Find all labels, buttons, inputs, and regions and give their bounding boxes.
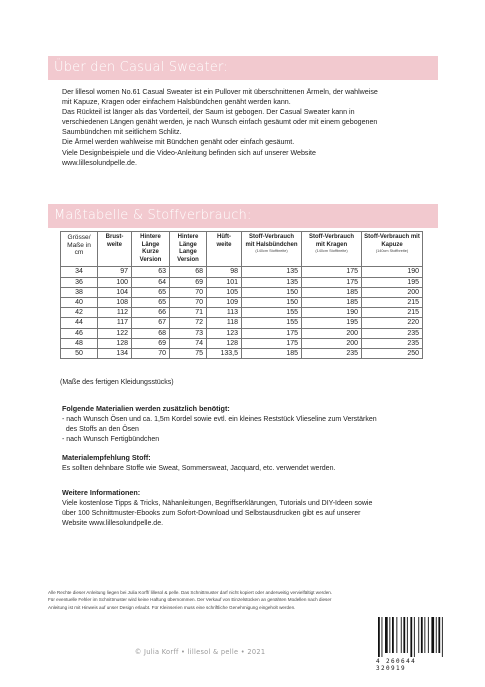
info-line: Viele kostenlose Tipps & Tricks, Nähanleitungen, Begriffserklärungen, Tutorials und DIY-Ideen sowie [62,500,373,507]
size-table-cell: 190 [302,308,362,318]
size-table-cell: 133,5 [207,348,242,358]
fabric-line: Es sollten dehnbare Stoffe wie Sweat, Sommersweat, Jacquard, etc. verwendet werden. [62,465,336,472]
barcode-bar [382,617,383,657]
size-table [60,231,423,359]
barcode-bar [421,617,423,653]
size-table-cell: 48 [61,338,98,348]
size-table-cell: 122 [98,328,132,338]
size-table-cell: 185 [242,348,302,358]
size-table-cell: 70 [170,287,207,297]
fabric-text [62,464,432,474]
size-table-cell: 175 [242,328,302,338]
header-size: Grösse/ Maße in cm [61,232,98,267]
barcode-bar [378,617,380,657]
size-table-cell: 185 [302,297,362,307]
size-table-cell: 195 [362,277,423,287]
size-table-cell: 63 [132,267,170,277]
size-table-cell: 74 [170,338,207,348]
table-note: (Maße des fertigen Kleidungsstücks) [60,379,174,386]
barcode-bar [407,617,408,653]
size-table-cell: 100 [98,277,132,287]
size-table-row [61,318,423,328]
size-table-cell: 135 [242,267,302,277]
size-table-cell: 215 [362,297,423,307]
legal-notice [48,589,450,611]
size-table-cell: 123 [207,328,242,338]
size-table-cell: 150 [242,287,302,297]
header-fabric-collar: Stoff-Verbrauch mit Kragen (140cm Stoffbreite) [302,232,362,267]
size-table-row [61,297,423,307]
size-table-cell: 155 [242,318,302,328]
legal-line: Anleitung ist mit Hinweis auf unser Design erlaubt. Für Kleinserien muss eine schriftliche Genehmigung eingeholt werden. [48,604,296,610]
about-line: Die Ärmel werden wahlweise mit Bündchen genäht oder einfach gesäumt. [62,138,295,147]
barcode-bar [436,617,437,653]
size-table-cell: 70 [170,297,207,307]
size-table-cell: 215 [362,308,423,318]
size-table-row [61,277,423,287]
size-table-cell: 65 [132,297,170,307]
barcode-bar [431,617,434,653]
barcode-bar [442,617,443,657]
size-table-cell: 34 [61,267,98,277]
header-fabric-hood: Stoff-Verbrauch mit Kapuze (140cm Stoffbreite) [362,232,423,267]
barcode-bar [424,617,425,653]
materials-text [62,415,432,445]
size-table-cell: 65 [132,287,170,297]
barcode-bar [438,617,440,653]
fabric-heading: Materialempfehlung Stoff: [62,453,151,462]
size-table-cell: 200 [302,338,362,348]
size-table-cell: 250 [362,348,423,358]
size-table-cell: 69 [170,277,207,287]
size-table-cell: 150 [242,297,302,307]
size-table-cell: 98 [207,267,242,277]
size-table-cell: 105 [207,287,242,297]
size-table-cell: 175 [302,277,362,287]
barcode-bar [414,617,415,657]
about-line: verschiedenen Längen genäht werden, je nach Wunsch einfach gesäumt oder mit einem gebogenen [62,118,378,127]
legal-line: Alle Rechte dieser Anleitung liegen bei Julia Korff/ lillesol & pelle. Das Schnittmuster darf nicht kopiert oder anderweitig vervielfältigt werden. [48,590,333,595]
size-table-row [61,287,423,297]
barcode-bar [403,617,405,653]
legal-line: Für eventuelle Fehler im Schnittmuster wird keine Haftung übernommen. Der Verkauf von Einzelstücken an genähten Modellen nach dieser [48,597,332,603]
size-table-cell: 195 [302,318,362,328]
size-table-cell: 73 [170,328,207,338]
size-table-cell: 117 [98,318,132,328]
size-table-cell: 190 [362,267,423,277]
header-back-length-long: Hintere Länge Lange Version [170,232,207,267]
materials-line: des Stoffs an den Ösen [62,426,139,433]
info-heading: Weitere Informationen: [62,488,141,497]
size-table-cell: 220 [362,318,423,328]
size-table-cell: 235 [362,338,423,348]
about-text [62,87,432,168]
info-text [62,499,432,529]
size-table-cell: 175 [302,267,362,277]
size-table-cell: 109 [207,297,242,307]
materials-line: - nach Wunsch Ösen und ca. 1,5m Kordel sowie evtl. ein kleines Reststück Vlieseline zum Verstärken [62,416,377,423]
size-table-cell: 75 [170,348,207,358]
size-table-cell: 72 [170,318,207,328]
about-line: Das Rückteil ist länger als das Vorderteil, der Saum ist gebogen. Der Casual Sweater kann in [62,108,355,117]
size-table-cell: 175 [242,338,302,348]
barcode-bar [392,617,394,653]
barcode-number: 4 260644 320919 [376,658,417,672]
barcode-bar [418,617,419,653]
size-table-cell: 67 [132,318,170,328]
size-table-cell: 42 [61,308,98,318]
size-table-row [61,267,423,277]
about-line: Saumbündchen mit seitlichem Schlitz. [62,128,182,137]
size-table-cell: 97 [98,267,132,277]
size-table-row [61,308,423,318]
barcode-bar [389,617,390,653]
size-table-cell: 50 [61,348,98,358]
size-table-cell: 64 [132,277,170,287]
header-fabric-neckband: Stoff-Verbrauch mit Halsbündchen (140cm Stoffbreite) [242,232,302,267]
size-table-cell: 128 [207,338,242,348]
header-back-length-short: Hintere Länge Kurze Version [132,232,170,267]
size-table-cell: 185 [302,287,362,297]
about-line: Viele Designbeispiele und die Video-Anleitung befinden sich auf unserer Website [62,148,316,157]
size-table-cell: 68 [170,267,207,277]
size-table-cell: 40 [61,297,98,307]
about-line: www.lillesolundpelle.de. [62,158,137,167]
size-table-header-row [61,232,423,267]
about-line: Der lillesol women No.61 Casual Sweater ist ein Pullover mit überschnittenen Ärmeln, der wahlweise [62,88,378,96]
barcode-bar [401,617,402,653]
materials-line: - nach Wunsch Fertigbündchen [62,436,160,443]
header-chest: Brust- weite [98,232,132,267]
about-section-banner [48,56,438,80]
about-section-title: Über den Casual Sweater: [54,60,228,75]
size-table-cell: 101 [207,277,242,287]
info-line: über 100 Schnittmuster-Ebooks zum Sofort-Download und Selbstausdrucken gibt es auf unserer [62,510,361,517]
barcode-bar [385,617,388,653]
size-table-cell: 36 [61,277,98,287]
size-table-section-title: Maßtabelle & Stoffverbrauch: [54,208,252,223]
size-table-cell: 69 [132,338,170,348]
size-table-cell: 118 [207,318,242,328]
barcode-bar [410,617,412,657]
size-table-cell: 128 [98,338,132,348]
size-table-cell: 235 [362,328,423,338]
barcode-bar [396,617,397,653]
size-table-row [61,348,423,358]
size-table-cell: 135 [242,277,302,287]
size-table-row [61,338,423,348]
size-table-row [61,328,423,338]
size-table-cell: 134 [98,348,132,358]
about-line: mit Kapuze, Kragen oder einfachem Halsbündchen genäht werden kann. [62,98,291,107]
size-table-cell: 108 [98,297,132,307]
size-table-cell: 200 [302,328,362,338]
size-table-cell: 38 [61,287,98,297]
size-table-cell: 66 [132,308,170,318]
info-line: Website www.lillesolundpelle.de. [62,520,164,527]
size-table-cell: 46 [61,328,98,338]
size-table-cell: 71 [170,308,207,318]
materials-heading: Folgende Materialien werden zusätzlich benötigt: [62,404,230,413]
copyright-line: © Julia Korff • lillesol & pelle • 2021 [134,648,266,656]
size-table-cell: 70 [132,348,170,358]
size-table-cell: 113 [207,308,242,318]
header-hip: Hüft- weite [207,232,242,267]
size-table-cell: 112 [98,308,132,318]
size-table-cell: 155 [242,308,302,318]
size-table-cell: 200 [362,287,423,297]
size-table-cell: 68 [132,328,170,338]
barcode [376,617,451,672]
size-table-cell: 44 [61,318,98,328]
barcode-bars [376,617,451,657]
barcode-bar [428,617,429,653]
size-table-cell: 104 [98,287,132,297]
size-table-cell: 235 [302,348,362,358]
size-table-section-banner [48,204,438,228]
